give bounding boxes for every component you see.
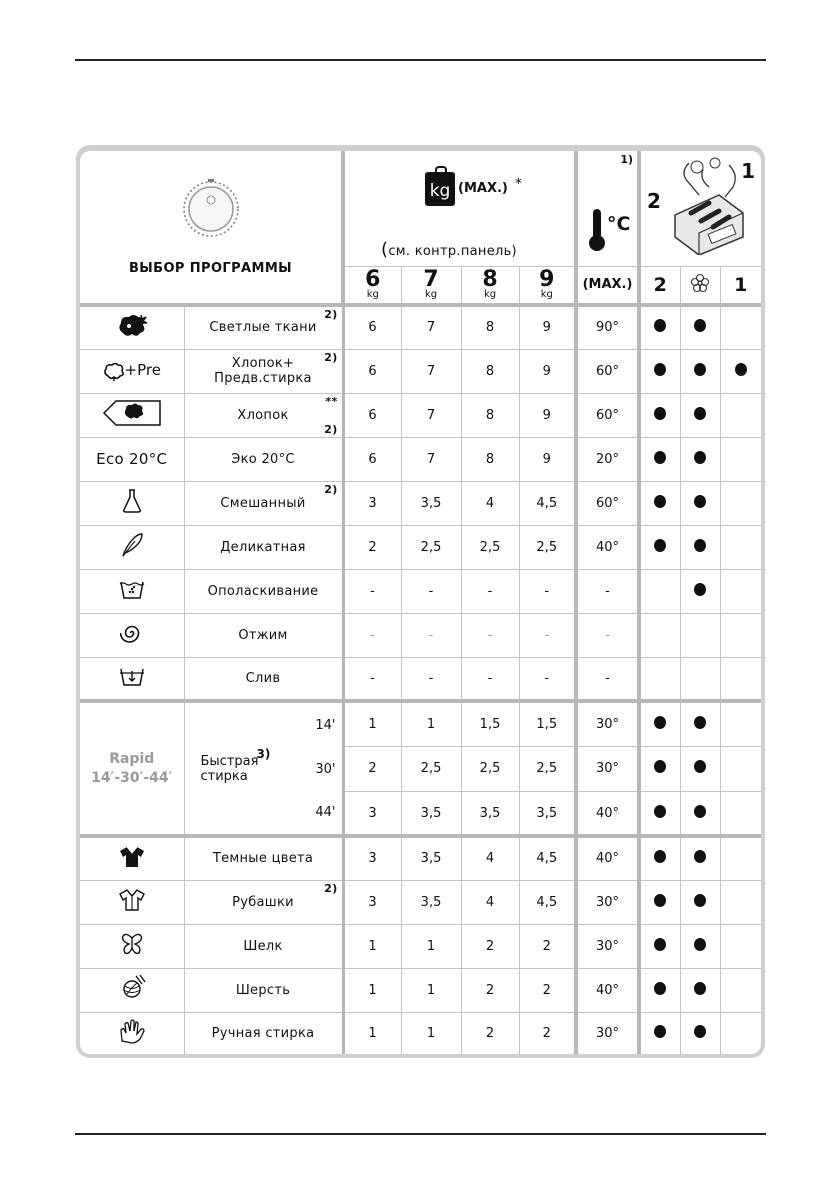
load-header <box>343 151 576 266</box>
program-icon-cell <box>80 880 184 924</box>
program-name: Слив <box>184 657 343 701</box>
program-icon-cell <box>80 657 184 701</box>
load-value: 1 <box>343 968 401 1012</box>
capacity-7kg: 7 kg <box>401 266 461 305</box>
temp-value: 30° <box>576 746 639 791</box>
program-icon-cell <box>80 481 184 525</box>
load-value: 2,5 <box>401 746 461 791</box>
rapid-minutes: 44' <box>315 805 336 820</box>
rapid-icon: Rapid 14′-30′-44′ <box>91 750 173 786</box>
load-value: 2,5 <box>461 525 519 569</box>
load-value: 1,5 <box>461 701 519 746</box>
rapid-program-cell <box>184 701 343 836</box>
rapid-note: 3) <box>256 747 271 761</box>
capacity-6kg: 6 kg <box>343 266 401 305</box>
drawer-1-mark <box>720 525 761 569</box>
load-value: - <box>461 569 519 613</box>
drawer-2-mark <box>639 613 680 657</box>
hand-wash-icon <box>118 1019 146 1045</box>
program-name: Хлопок+ Предв.стирка 2) <box>184 349 343 393</box>
load-value: 2 <box>461 924 519 968</box>
drawer-2-mark <box>639 968 680 1012</box>
thermometer-icon <box>588 207 606 253</box>
load-star-note: * <box>515 176 523 192</box>
table-row <box>80 393 761 437</box>
program-name: Ручная стирка <box>184 1012 343 1054</box>
eco-20-icon: Eco 20°C <box>96 450 168 468</box>
drawer-softener-mark <box>680 393 720 437</box>
rinse-icon <box>119 578 145 600</box>
detergent-drawer-icon <box>669 155 749 255</box>
load-value: 2,5 <box>519 525 576 569</box>
temp-value: 40° <box>576 968 639 1012</box>
feather-icon <box>120 532 144 558</box>
drawer-1-mark <box>720 349 761 393</box>
load-value: 4 <box>461 880 519 924</box>
drawer-1-mark <box>720 968 761 1012</box>
load-value: 6 <box>343 437 401 481</box>
top-rule <box>75 59 766 61</box>
program-name: Темные цвета <box>184 836 343 880</box>
temp-value: 20° <box>576 437 639 481</box>
program-icon-cell <box>80 1012 184 1054</box>
table-row <box>80 481 761 525</box>
program-name: Эко 20°C <box>184 437 343 481</box>
temp-value: 40° <box>576 525 639 569</box>
load-value: 1 <box>401 924 461 968</box>
load-value: 1 <box>343 701 401 746</box>
load-value: 3,5 <box>401 792 461 836</box>
load-value: 3 <box>343 880 401 924</box>
drawer-2-mark <box>639 746 680 791</box>
program-icon-cell <box>80 437 184 481</box>
temp-value: 60° <box>576 481 639 525</box>
drawer-2-mark <box>639 481 680 525</box>
load-value: 9 <box>519 437 576 481</box>
drawer-1-mark <box>720 569 761 613</box>
load-value: 4,5 <box>519 880 576 924</box>
load-value: 2 <box>519 1012 576 1054</box>
load-value: - <box>519 569 576 613</box>
program-name: Рубашки 2) <box>184 880 343 924</box>
table-row <box>80 701 761 746</box>
drawer-2-mark <box>639 924 680 968</box>
program-name: Ополаскивание <box>184 569 343 613</box>
drawer-compartment-1-label: 1 <box>741 159 756 183</box>
cotton-eco-icon <box>102 398 162 428</box>
load-value: 3,5 <box>461 792 519 836</box>
load-value: 2,5 <box>461 746 519 791</box>
drawer-2-mark <box>639 657 680 701</box>
load-value: 4,5 <box>519 481 576 525</box>
load-value: - <box>343 569 401 613</box>
load-value: 8 <box>461 305 519 349</box>
load-value: - <box>343 657 401 701</box>
temperature-unit: °C <box>607 213 631 235</box>
drawer-1-mark <box>720 613 761 657</box>
load-value: 7 <box>401 437 461 481</box>
rapid-minutes: 30' <box>315 761 336 777</box>
drawer-softener-mark <box>680 1012 720 1054</box>
drawer-2-mark <box>639 701 680 746</box>
drawer-1-mark <box>720 481 761 525</box>
load-value: - <box>519 657 576 701</box>
table-row <box>80 924 761 968</box>
load-value: 4,5 <box>519 836 576 880</box>
drawer-col-1: 1 <box>720 266 761 305</box>
drawer-softener-mark <box>680 657 720 701</box>
load-value: 3,5 <box>401 836 461 880</box>
temp-value: 90° <box>576 305 639 349</box>
temp-value: 30° <box>576 880 639 924</box>
drawer-softener-mark <box>680 701 720 746</box>
load-value: 1 <box>401 968 461 1012</box>
load-value: 1 <box>401 1012 461 1054</box>
capacity-9kg: 9 kg <box>519 266 576 305</box>
drawer-2-mark <box>639 792 680 836</box>
program-name: Светлые ткани 2) <box>184 305 343 349</box>
drawer-2-mark <box>639 393 680 437</box>
table-row <box>80 569 761 613</box>
load-value: 7 <box>401 305 461 349</box>
load-value: 8 <box>461 393 519 437</box>
load-value: 2 <box>519 924 576 968</box>
drawer-1-mark <box>720 792 761 836</box>
table-row <box>80 437 761 481</box>
load-value: 6 <box>343 305 401 349</box>
program-icon-cell <box>80 836 184 880</box>
temp-value: 60° <box>576 393 639 437</box>
mixed-flask-icon <box>122 488 142 514</box>
table-row <box>80 968 761 1012</box>
load-value: 2 <box>519 968 576 1012</box>
program-table-container <box>80 151 761 1054</box>
load-value: 9 <box>519 305 576 349</box>
program-icon-cell <box>80 525 184 569</box>
temp-value: - <box>576 657 639 701</box>
load-value: 4 <box>461 836 519 880</box>
capacity-8kg: 8 kg <box>461 266 519 305</box>
drawer-softener-mark <box>680 968 720 1012</box>
drawer-softener-mark <box>680 924 720 968</box>
temp-value: 40° <box>576 836 639 880</box>
program-name: Шелк <box>184 924 343 968</box>
load-value: 1 <box>401 701 461 746</box>
load-value: 1 <box>343 1012 401 1054</box>
load-value: 8 <box>461 349 519 393</box>
load-value: 7 <box>401 393 461 437</box>
program-icon-cell <box>80 569 184 613</box>
drawer-col-2: 2 <box>639 266 680 305</box>
drawer-col-softener <box>680 266 720 305</box>
load-value: 8 <box>461 437 519 481</box>
prewash-label: +Pre <box>124 361 161 380</box>
drawer-2-mark <box>639 880 680 924</box>
load-value: 7 <box>401 349 461 393</box>
load-value: 3,5 <box>401 880 461 924</box>
drawer-2-mark <box>639 569 680 613</box>
drawer-2-mark <box>639 525 680 569</box>
load-value: - <box>401 569 461 613</box>
load-value: 3,5 <box>519 792 576 836</box>
program-select-header <box>80 151 343 305</box>
load-max-label: (MAX.) <box>458 181 508 196</box>
drawer-1-mark <box>720 657 761 701</box>
drawer-1-mark <box>720 746 761 791</box>
load-value: - <box>461 613 519 657</box>
table-row <box>80 836 761 880</box>
program-icon-cell <box>80 613 184 657</box>
load-value: 2 <box>343 746 401 791</box>
load-value: - <box>401 613 461 657</box>
load-value: 2,5 <box>401 525 461 569</box>
drawer-1-mark <box>720 305 761 349</box>
program-name: Деликатная <box>184 525 343 569</box>
program-icon-cell <box>80 393 184 437</box>
program-select-title: ВЫБОР ПРОГРАММЫ <box>128 260 293 276</box>
load-value: 2,5 <box>519 746 576 791</box>
load-value: 2 <box>461 968 519 1012</box>
load-value: 9 <box>519 349 576 393</box>
temp-value: 40° <box>576 792 639 836</box>
drawer-1-mark <box>720 880 761 924</box>
cotton-prewash-icon <box>103 363 125 381</box>
table-row <box>80 1012 761 1054</box>
temperature-max-label: (MAX.) <box>576 266 639 305</box>
drawer-softener-mark <box>680 305 720 349</box>
drawer-2-mark <box>639 437 680 481</box>
temp-value: 60° <box>576 349 639 393</box>
drawer-softener-mark <box>680 349 720 393</box>
silk-butterfly-icon <box>120 932 144 956</box>
drawer-2-mark <box>639 1012 680 1054</box>
wool-icon <box>118 974 146 1002</box>
load-value: 3 <box>343 836 401 880</box>
table-row <box>80 349 761 393</box>
drawer-1-mark <box>720 701 761 746</box>
table-row <box>80 613 761 657</box>
drawer-2-mark <box>639 305 680 349</box>
program-name: Хлопок ** 2) <box>184 393 343 437</box>
drawer-1-mark <box>720 437 761 481</box>
program-icon-cell <box>80 968 184 1012</box>
drawer-softener-mark <box>680 880 720 924</box>
program-icon-cell <box>80 349 184 393</box>
program-table <box>80 151 761 1054</box>
rapid-minutes: 14' <box>315 717 336 733</box>
drawer-softener-mark <box>680 836 720 880</box>
drawer-1-mark <box>720 393 761 437</box>
cotton-stain-icon <box>115 313 149 339</box>
load-value: 6 <box>343 393 401 437</box>
program-name: Смешанный 2) <box>184 481 343 525</box>
control-panel-note: (см. контр.панель) <box>381 239 517 260</box>
dark-shirt-icon <box>118 845 146 869</box>
load-value: 3 <box>343 481 401 525</box>
load-value: - <box>461 657 519 701</box>
load-value: - <box>401 657 461 701</box>
temperature-note: 1) <box>620 153 634 166</box>
temp-value: - <box>576 569 639 613</box>
detergent-drawer-header <box>639 151 761 266</box>
drawer-1-mark <box>720 1012 761 1054</box>
load-value: 6 <box>343 349 401 393</box>
program-icon-cell <box>80 305 184 349</box>
drawer-softener-mark <box>680 792 720 836</box>
drawer-softener-mark <box>680 437 720 481</box>
drawer-softener-mark <box>680 613 720 657</box>
bottom-rule <box>75 1133 766 1135</box>
rapid-icon-cell <box>80 701 184 836</box>
load-value: 4 <box>461 481 519 525</box>
weight-kg-icon: kg <box>425 172 455 206</box>
drawer-1-mark <box>720 836 761 880</box>
load-value: - <box>343 613 401 657</box>
load-value: 1,5 <box>519 701 576 746</box>
load-value: 2 <box>343 525 401 569</box>
drawer-softener-mark <box>680 746 720 791</box>
load-value: 1 <box>343 924 401 968</box>
load-value: 2 <box>461 1012 519 1054</box>
temp-value: 30° <box>576 924 639 968</box>
drawer-2-mark <box>639 349 680 393</box>
drawer-compartment-2-label: 2 <box>647 189 661 213</box>
program-icon-cell <box>80 924 184 968</box>
temp-value: - <box>576 613 639 657</box>
drain-icon <box>119 665 145 687</box>
table-row <box>80 880 761 924</box>
load-value: 9 <box>519 393 576 437</box>
drawer-softener-mark <box>680 525 720 569</box>
drawer-1-mark <box>720 924 761 968</box>
load-value: - <box>519 613 576 657</box>
load-value: 3 <box>343 792 401 836</box>
temperature-header <box>576 151 639 266</box>
drawer-2-mark <box>639 836 680 880</box>
drawer-softener-mark <box>680 481 720 525</box>
table-row <box>80 305 761 349</box>
spin-icon <box>120 621 144 645</box>
shirt-icon <box>118 888 146 912</box>
table-row <box>80 657 761 701</box>
program-name: Шерсть <box>184 968 343 1012</box>
program-dial-icon <box>181 179 241 239</box>
drawer-softener-mark <box>680 569 720 613</box>
temp-value: 30° <box>576 1012 639 1054</box>
program-name: Отжим <box>184 613 343 657</box>
temp-value: 30° <box>576 701 639 746</box>
rapid-program-name: Быстрая стирка 3) <box>200 747 271 784</box>
softener-flower-icon <box>690 273 710 293</box>
load-value: 3,5 <box>401 481 461 525</box>
table-row <box>80 525 761 569</box>
